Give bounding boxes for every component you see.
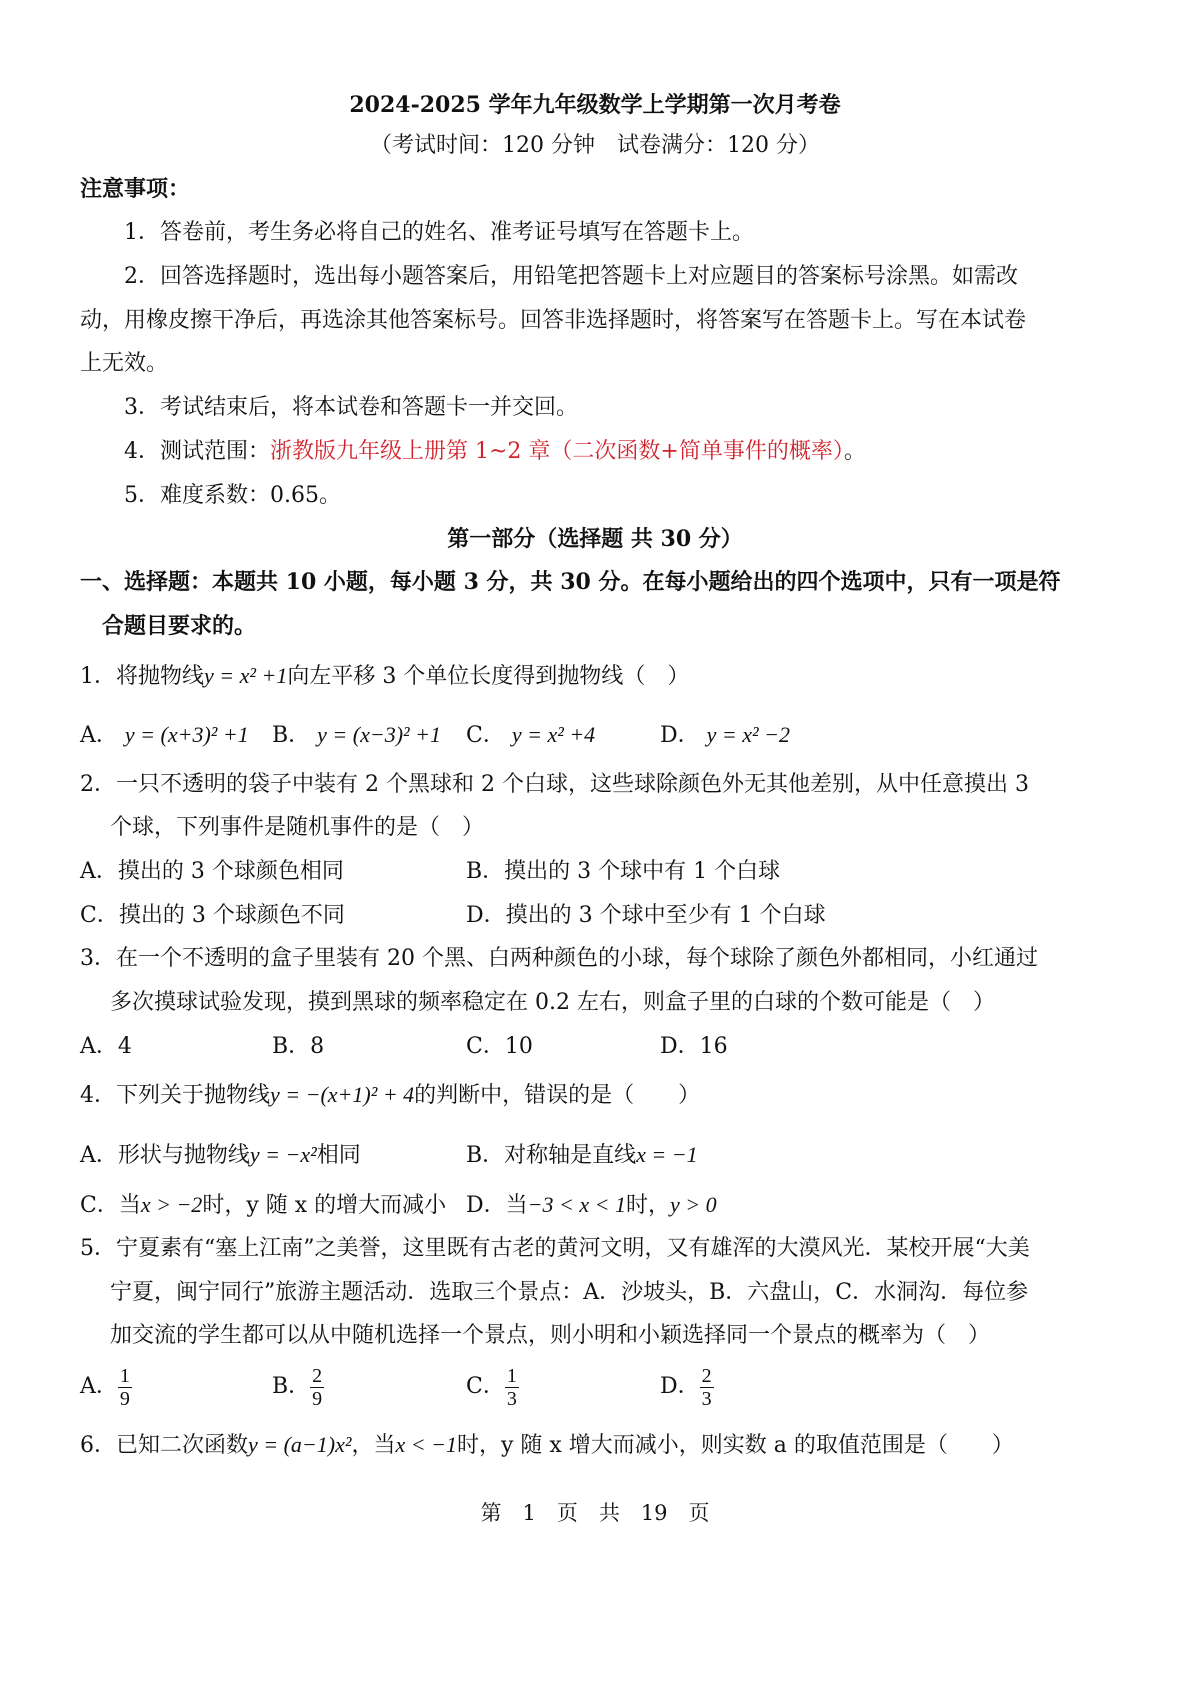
q1-option-c: C． y = x² +4 xyxy=(466,722,596,748)
section-instructions-line-1: 一、选择题：本题共 10 小题，每小题 3 分，共 30 分。在每小题给出的四个选项中，只有一项是符 xyxy=(80,569,1061,595)
q2-option-c: C．摸出的 3 个球颜色不同 xyxy=(80,903,345,928)
q1-option-d-formula: y = x² −2 xyxy=(706,722,790,747)
q4-option-d-formula-2: y > 0 xyxy=(669,1192,717,1217)
question-3-line-1: 3．在一个不透明的盒子里装有 20 个黑、白两种颜色的小球，每个球除了颜色外都相同，小红通过 xyxy=(80,946,1038,971)
q5-option-a: A． $\frac{1}{9}$ xyxy=(80,1364,130,1410)
exam-title: 2024-2025 学年九年级数学上学期第一次月考卷 xyxy=(349,92,841,118)
question-5-line-2: 宁夏，闽宁同行”旅游主题活动．选取三个景点：A．沙坡头，B．六盘山，C．水洞沟．每位参 xyxy=(110,1280,1029,1305)
q4-formula: y = −(x+1)² + 4 xyxy=(270,1082,415,1107)
exam-subtitle: （考试时间：120 分钟 试卷满分：120 分） xyxy=(370,133,820,158)
q5-option-c-fraction: $\frac{1}{3}$ xyxy=(506,1364,517,1410)
note-2-line-2: 动，用橡皮擦干净后，再选涂其他答案标号。回答非选择题时，将答案写在答题卡上。写在本试卷 xyxy=(80,308,1027,333)
note-4 xyxy=(124,437,866,467)
q5-option-b: B． $\frac{2}{9}$ xyxy=(272,1364,323,1410)
question-5-line-3: 加交流的学生都可以从中随机选择一个景点，则小明和小颖选择同一个景点的概率为（ ） xyxy=(110,1323,991,1348)
q1-option-b: B． y = (x−3)² +1 xyxy=(272,722,441,748)
note-5: 5．难度系数：0.65。 xyxy=(124,483,341,508)
q3-option-d: D．16 xyxy=(660,1034,728,1059)
q2-option-a: A．摸出的 3 个球颜色相同 xyxy=(80,859,344,884)
q4-option-d-formula: −3 < x < 1 xyxy=(527,1192,626,1217)
q6-condition: x < −1 xyxy=(395,1432,457,1457)
section-instructions-line-2: 合题目要求的。 xyxy=(102,613,257,639)
q1-text-post: 向左平移 3 个单位长度得到抛物线（ ） xyxy=(287,664,690,689)
q1-option-a: A． y = (x+3)² +1 xyxy=(80,722,249,748)
q5-option-d: D． $\frac{2}{3}$ xyxy=(660,1364,712,1410)
question-1 xyxy=(80,661,689,692)
q5-option-b-fraction: $\frac{2}{9}$ xyxy=(312,1364,323,1410)
question-4 xyxy=(80,1080,700,1111)
q4-option-b: B．对称轴是直线x = −1 xyxy=(466,1142,698,1168)
question-2-line-2: 个球，下列事件是随机事件的是（ ） xyxy=(110,815,485,840)
notes-heading: 注意事项： xyxy=(80,176,191,202)
note-3: 3．考试结束后，将本试卷和答题卡一并交回。 xyxy=(124,395,578,420)
q6-text-post: 时，y 随 x 增大而减小，则实数 a 的取值范围是（ ） xyxy=(456,1433,1014,1458)
question-3-line-2: 多次摸球试验发现，摸到黑球的频率稳定在 0.2 左右，则盒子里的白球的个数可能是（ ） xyxy=(110,990,995,1015)
q3-option-c: C．10 xyxy=(466,1034,533,1059)
question-2-line-1: 2．一只不透明的袋子中装有 2 个黑球和 2 个白球，这些球除颜色外无其他差别，从中任意摸出 3 xyxy=(80,772,1029,797)
q3-option-b: B．8 xyxy=(272,1034,325,1059)
q5-option-a-fraction: $\frac{1}{9}$ xyxy=(119,1364,130,1410)
q6-text-pre: 6．已知二次函数 xyxy=(80,1433,248,1458)
q4-text-post: 的判断中，错误的是（ ） xyxy=(414,1083,701,1108)
q5-option-d-fraction: $\frac{2}{3}$ xyxy=(701,1364,712,1410)
question-6: 6．已知二次函数y = (a−1)x²，当x < −1时，y 随 x 增大而减小，则实数 a 的取值范围是（ ） xyxy=(80,1432,1014,1458)
q1-text-pre: 1．将抛物线 xyxy=(80,664,204,689)
q4-option-c: C．当x > −2时，y 随 x 的增大而减小 xyxy=(80,1192,447,1218)
q4-text-pre: 4．下列关于抛物线 xyxy=(80,1083,270,1108)
q5-option-c: C． $\frac{1}{3}$ xyxy=(466,1364,517,1410)
q2-option-d: D．摸出的 3 个球中至少有 1 个白球 xyxy=(466,903,826,928)
q4-option-a: A．形状与抛物线y = −x²相同 xyxy=(80,1142,361,1168)
note-4-suffix: 。 xyxy=(843,439,866,464)
q6-formula: y = (a−1)x² xyxy=(248,1432,352,1457)
test-range: 浙教版九年级上册第 1~2 章（二次函数+简单事件的概率） xyxy=(270,439,844,464)
q4-option-b-formula: x = −1 xyxy=(636,1142,698,1167)
note-1: 1．答卷前，考生务必将自己的姓名、准考证号填写在答题卡上。 xyxy=(124,220,754,245)
q1-option-b-formula: y = (x−3)² +1 xyxy=(317,722,441,747)
q2-option-b: B．摸出的 3 个球中有 1 个白球 xyxy=(466,859,781,884)
q4-option-c-formula: x > −2 xyxy=(140,1192,203,1217)
page-footer: 第 1 页 共 19 页 xyxy=(480,1501,710,1525)
q1-option-a-formula: y = (x+3)² +1 xyxy=(124,722,249,747)
q4-option-a-formula: y = −x² xyxy=(249,1142,317,1167)
note-2-line-3: 上无效。 xyxy=(80,351,169,376)
note-4-prefix: 4．测试范围： xyxy=(124,439,270,464)
q3-option-a: A．4 xyxy=(80,1034,132,1059)
q4-option-d: D．当−3 < x < 1时，y > 0 xyxy=(466,1192,717,1218)
q1-option-d: D． y = x² −2 xyxy=(660,722,790,748)
q1-option-c-formula: y = x² +4 xyxy=(511,722,596,747)
note-2-line-1: 2．回答选择题时，选出每小题答案后，用铅笔把答题卡上对应题目的答案标号涂黑。如需改 xyxy=(124,264,1019,289)
part-1-title: 第一部分（选择题 共 30 分） xyxy=(447,526,743,552)
q1-formula: y = x² +1 xyxy=(204,663,288,688)
question-5-line-1: 5．宁夏素有“塞上江南”之美誉，这里既有古老的黄河文明，又有雄浑的大漠风光．某校开展“大美 xyxy=(80,1236,1030,1261)
